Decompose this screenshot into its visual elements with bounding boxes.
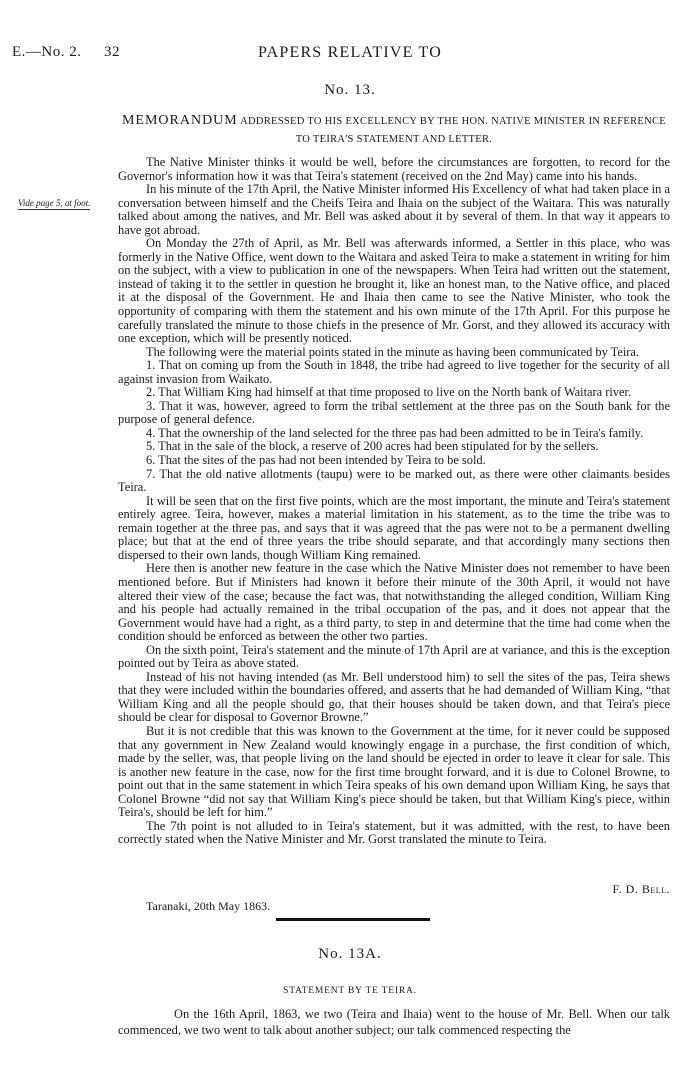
list-item: 5. That in the sale of the block, a reserve of 200 acres had been stipulated for by the sellers. <box>146 439 599 454</box>
signature-block <box>118 882 670 914</box>
list-item: 1. That on coming up from the South in 1848, the tribe had agreed to live together for the security of all against invasion from Waikato. <box>118 358 670 386</box>
running-title: PAPERS RELATIVE TO <box>257 44 442 61</box>
paragraph: The Native Minister thinks it would be well, before the circumstances are forgotten, to record for the Governor's information how it was that Teira's statement (received on the 2nd May) came into his hands. <box>118 155 670 183</box>
list-item: 4. That the ownership of the land selected for the three pas had been admitted to be in Teira's family. <box>146 425 644 440</box>
paragraph: It will be seen that on the first five points, which are the most important, the minute and Teira's statement entirely agree. Teira, however, makes a material limitation in his statement, as to the time the tribe was to remain together at the three pas, and says that it was agreed that the pas were not to be a permanent dwelling place; but that at the end of three years the tribe should separate, and that accordingly many sections then dispersed to their own lands, though William King remained. <box>118 493 670 562</box>
memo-heading <box>118 112 670 149</box>
place-date: Taranaki, 20th May 1863. <box>146 899 271 913</box>
section-divider <box>276 918 430 921</box>
memo-heading-lead: MEMORANDUM <box>121 113 238 128</box>
paragraph: On Monday the 27th of April, as Mr. Bell was afterwards informed, a Settler in this place, who was formerly in the Native Office, went down to the Waitara and asked Teira to make a statement in writing for him on the subject, with a view to publication in one of the newspapers. When Teira had written out the statement, instead of taking it to the settler in question he brought it, like an honest man, to the Native office, and placed it at the disposal of the Government. He and Ihaia then came to see the Native Minister, who took the opportunity of comparing with them the statement and his own minute of the 17th April. For this purpose he carefully translated the minute to those chiefs in the presence of Mr. Gorst, and they allowed its accuracy with one exception, which will be presently noticed. <box>118 236 670 346</box>
statement-heading: STATEMENT BY TE TEIRA. <box>283 986 417 996</box>
memo-heading-line1: ADDRESSED TO HIS EXCELLENCY BY THE HON. NATIVE MINISTER IN REFERENCE <box>240 116 667 127</box>
document-code: E.—No. 2. <box>12 44 82 60</box>
statement-body <box>118 1006 670 1038</box>
document-number: No. 13. <box>324 82 376 98</box>
list-item: 7. That the old native allotments (taupu) were to be marked out, as there were other claimants besides Teira. <box>118 466 670 495</box>
memo-heading-line2: TO TEIRA'S STATEMENT AND LETTER. <box>295 134 493 145</box>
list-item: 3. That it was, however, agreed to form the tribal settlement at the three pas on the South bank for the purpose of general defence. <box>118 398 670 427</box>
paragraph: On the sixth point, Teira's statement and the minute of 17th April are at variance, and this is the exception pointed out by Teira as above stated. <box>118 642 670 671</box>
page-number: 32 <box>104 44 120 60</box>
list-item: 6. That the sites of the pas had not been intended by Teira to be sold. <box>146 453 486 468</box>
paragraph: The 7th point is not alluded to in Teira's statement, but it was admitted, with the rest, to have been correctly stated when the Native Minister and Mr. Gorst translated the minute to Teira. <box>118 818 670 847</box>
author-signature: F. D. Bell. <box>612 882 670 896</box>
paragraph: On the 16th April, 1863, we two (Teira and Ihaia) went to the house of Mr. Bell. When our talk commenced, we two went to talk about another subject; our talk commenced respecting the <box>118 1007 670 1037</box>
document-number-13a: No. 13A. <box>318 946 382 962</box>
paragraph: The following were the material points stated in the minute as having been communicated by Teira. <box>146 344 640 359</box>
paragraph: Instead of his not having intended (as Mr. Bell understood him) to sell the sites of the pas, Teira shews that they were included within the boundaries offered, and asserts that he had demanded of William King, “that William King and all the people should go, that their houses should be taken down, and that Teira's piece should be clear for disposal to Governor Browne.” <box>118 669 670 725</box>
memo-body <box>118 156 670 847</box>
paragraph: Here then is another new feature in the case which the Native Minister does not remember to have been mentioned before. But if Ministers had known it before their minute of the 30th April, it would not have altered their view of the case; because the fact was, that notwithstanding the alleged condition, William King and his people had actually remained in the tribal occupation of the pas, and it does not appear that the Government would have had a right, as a third party, to step in and determine that the time had come when the condition should be enforced as between the other two parties. <box>118 561 670 644</box>
paragraph: But it is not credible that this was known to the Government at the time, for it never could be supposed that any government in New Zealand would knowingly engage in a purchase, the first condition of which, made by the seller, was, that people living on the land should be ejected in order to leave it clear for sale. This is another new feature in the case, now for the first time brought forward, and it is due to Colonel Browne, to point out that in the same statement in which Teira speaks of his own demand upon William King, he says that Colonel Browne “did not say that William King's piece should be taken, but that William King's piece, within Teira's, should be left for him.” <box>118 723 670 820</box>
list-item: 2. That William King had himself at that time proposed to live on the North bank of Waitara river. <box>146 385 632 400</box>
paragraph: In his minute of the 17th April, the Native Minister informed His Excellency of what had taken place in a conversation between himself and the Cheifs Teira and Ihaia on the subject of the Waitara. This was naturally talked about among the natives, and Mr. Bell was asked about it by several of them. In that way it appears to have got abroad. <box>118 182 670 237</box>
margin-note: Vide page 5, at foot. <box>18 198 91 208</box>
